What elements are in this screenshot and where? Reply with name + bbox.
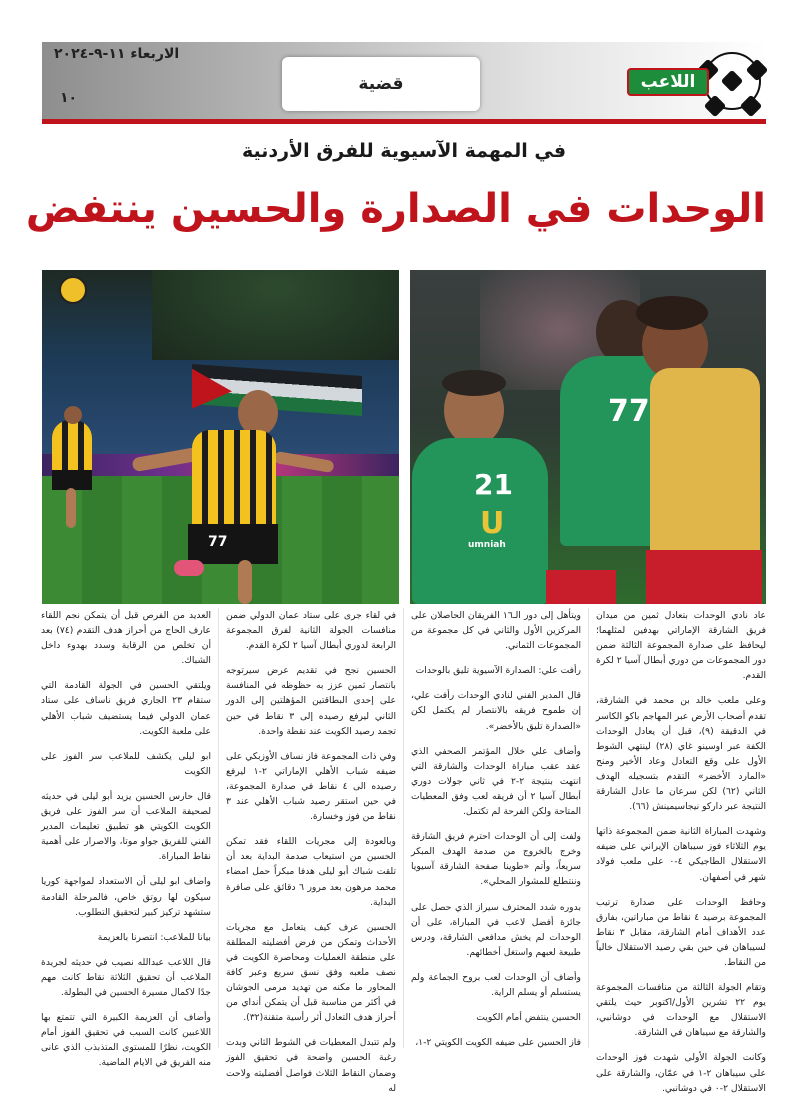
paragraph: ويلتقي الحسين في الجولة القادمة التي ستقام ٢٣ الجاري فريق ناساف على ستاد عمان الدولي فيما يستضيف شباب الأهلي على ملعبة الكويت. (41, 680, 211, 737)
paragraph: وبالعودة إلى مجريات اللقاء فقد تمكن الحسين من استيعاب صدمة البداية بعد أن تلقت شباك أبو ليلى هدفا مبكراً حمل امضاء محمد مرهون بعد مرور ٦ دقائق على صافرة البداية. (226, 836, 396, 908)
paragraph: الحسين عرف كيف يتعامل مع مجريات الأحداث وتمكن من فرض أفضليته المطلقة على منطقة العمليات ومحاصرة الكويت في نصف ملعبه وفق نسق سريع وعبر كافة المحاور ما مكنه من تهديد مرمى الجوشان في أكثر من مناسبة قبل أن يتمكن أنداي من أحراز هدف التعادل أثر رأسية متقنة(٣٢). (226, 921, 396, 1024)
paragraph: بدوره شدد المحترف سيراز الذي حصل على جائزة أفضل لاعب في المباراة، على أن الوحدات لم يخش مدافعي الشارقة، ودرس طبيعة لعبهم واستغل أخطائهم. (411, 901, 581, 958)
paragraph: واضاف ابو ليلى أن الاستعداد لمواجهة كوريا سيكون لها روتق خاص، فالمرحلة القادمة ستشهد تركيز كبير لتحقيق التطلوب. (41, 876, 211, 918)
article-column-2 (411, 608, 581, 1048)
article-column-4 (41, 608, 211, 1069)
shirt-number: 77 (608, 394, 650, 429)
issue-date: الاربعاء ١١-٩-٢٠٢٤ (54, 46, 180, 62)
headline: الوحدات في الصدارة والحسين ينتفض (25, 186, 766, 232)
shirt-number: 77 (208, 534, 228, 550)
paragraph: في لقاء جرى على ستاد عمان الدولي ضمن منافسات الجولة الثانية لفرق المجموعة الرابعة لدوري أبطال آسيا ٢ لكرة القدم. (226, 610, 396, 652)
paragraph: وكانت الجولة الأولى شهدت فوز الوحدات على سيباهان ٢-١ في عمّان، والشارقة على الاستقلال ٢-٠ في دوشانبي. (596, 1052, 766, 1094)
photo-hussein-celebration (42, 270, 399, 604)
paragraph: وأضاف علي خلال المؤتمر الصحفي الذي عقد عقب مباراة الوحدات والشارقة التي انتهت بنتيجة ٢-٢ في ثاني جولات دوري أبطال آسيا ٢ أن فريقه لعب وفق المعطيات المتاحة ولكن الفرحة لم تكتمل. (411, 745, 581, 818)
subheading: ابو ليلى يكشف للملاعب سر الفوز على الكويت (41, 750, 211, 777)
paragraph: وتقام الجولة الثالثة من منافسات المجموعة يوم ٢٢ تشرين الأول/اكتوبر حيث يلتقي الاستقلال مع الوحدات في دوشانبي، والشارقة مع سيباهان في الشارقة. (596, 982, 766, 1039)
paragraph: فاز الحسين على ضيفه الكويت الكويتي ٢-١، (415, 1037, 581, 1049)
subheading: بيانا للملاعب: انتصرنا بالعزيمة (97, 931, 211, 943)
subheading: رأفت علي: الصدارة الآسيوية تليق بالوحدات (415, 665, 581, 677)
section-label: قضية (282, 57, 480, 111)
paragraph: ولفت إلى أن الوحدات احترم فريق الشارقة وخرج بالخروج من صدمة الهدف المبكر سريعاً، وأتم «طوينا صفحة الشارقة آسيويا وننتطلع للمشوار المحلي». (411, 831, 581, 888)
football-icon (703, 52, 761, 110)
paragraph: ويتأهل إلى دور الـ١٦ الفريقان الحاصلان على المركزين الأول والثاني في كل مجموعة من المجموعات الثماني. (411, 610, 581, 652)
shirt-number: 21 (474, 468, 513, 501)
header-divider (42, 119, 766, 124)
paragraph: وأضاف أن العزيمة الكبيرة التي تتمتع بها اللاعبين كانت السبب في تحقيق الفوز أمام الكويت، نظرًا للمستوى المتذبذب الذي عانى منه الفريق في الايام الماضية. (41, 1012, 211, 1069)
kicker: في المهمة الآسيوية للفرق الأردنية (241, 140, 567, 162)
paragraph: وشهدت المباراة الثانية ضمن المجموعة ذاتها يوم الثلاثاء فوز سيباهان الإيراني على ضيفه الاستقلال الطاجيكي ٤-٠ على ملعب فولاد شهر في أصفهان. (596, 826, 766, 883)
paragraph: وأضاف أن الوحدات لعب بروح الجماعة ولم يستسلم أو يسلم الراية. (411, 971, 581, 998)
article-columns (41, 608, 767, 1094)
sponsor-text: umniah (468, 540, 506, 550)
photo-wehdat-celebration: 77 21 U umniah (410, 270, 766, 604)
newspaper-logo (611, 50, 761, 118)
paragraph: وعلى ملعب خالد بن محمد في الشارقة، تقدم أصحاب الأرض عبر المهاجم باكو الكاسر في الدقيقة (٩)، قبل أن يعادل الوحدات الكفة عبر اوسينو غاي (٢٨) لينتهي الشوط الأول على وقع التعادل وعاد الأخير ومنح «المارد الأخضر» التقدم بتسجيله الهدف الثاني (٦٢) لكن سرعان ما عادل الشارقة النتيجة عبر داركو نيجاسيمينش (٦٦). (596, 695, 767, 813)
paragraph: العديد من الفرص قبل أن يتمكن نجم اللقاء عارف الحاج من أحراز هدف التقدم (٧٤) بعد أن تخلص من الرقابة وسدد بهدوء داخل الشباك. (41, 610, 211, 667)
paragraph: وفي ذات المجموعة فاز نساف الأوزبكي على ضيفه شباب الأهلي الإماراتي ٢-١ ليرفع رصيده الى ٤ نقاط في صدارة المجموعة، في حين استقر رصيد شباب الأهلي عند ٣ نقاط من فوز وخسارة. (226, 750, 397, 823)
paragraph: قال حارس الحسين يزيد أبو ليلى في حديثه لصحيفة الملاعب أن سر الفوز على فريق الكويت الكويتي هو تطبيق تعليمات المدير الفني للفريق جواو موتا، والاصرار على أهمية نقاط المباراة. (41, 790, 211, 863)
club-crest-icon (59, 276, 87, 304)
subheading: الحسين ينتفض أمام الكويت (476, 1012, 581, 1024)
paragraph: قال اللاعب عبدالله نصيب في حديثه لجريدة الملاعب أن تحقيق الثلاثة نقاط كانت مهم جدًا لاكمال مسيرة الحسين في البطولة. (41, 956, 211, 998)
logo-text: اللاعب (627, 68, 709, 96)
paragraph: قال المدير الفني لنادي الوحدات رأفت علي، إن طموح فريقه بالانتصار لم يكتمل لكن «الصدارة تليق بالأخضر». (411, 690, 581, 732)
article-column-3 (226, 608, 397, 1094)
paragraph: الحسين نجح في تقديم عرض سيرتوجه بانتصار ثمين عزز به حظوظه في المنافسة على إحدى البطاقتين المؤهلتين إلى الدور الثاني ليرفع رصيده إلى ٣ نقاط في حين تجمد رصيد الكويت عند نقطة واحدة. (226, 665, 396, 737)
page-number: ١٠ (60, 90, 78, 106)
article-column-1 (596, 608, 767, 1094)
paragraph: ولم تتبدل المعطيات في الشوط الثاني وبدت رغبة الحسين واضحة في تحقيق الفوز وضمان النقاط الثلاث فواصل أفضليته ولاحت له (226, 1037, 396, 1094)
paragraph: عاد نادي الوحدات بتعادل ثمين من ميدان فريق الشارقة الإماراتي بهدفين لمثلهما؛ ليحافظ على صدارة المجموعة الثالثة ضمن دور المجموعات من دوري أبطال آسيا ٢ لكرة القدم. (596, 610, 766, 682)
paragraph: وحافظ الوحدات على صدارة ترتيب المجموعة برصيد ٤ نقاط من مباراتين، بفارق عدد الأهداف أمام الشارقة، مقابل ٣ نقاط لسيباهان في حين بقي رصيد الاستقلال خالياً من النقاط. (596, 896, 767, 968)
